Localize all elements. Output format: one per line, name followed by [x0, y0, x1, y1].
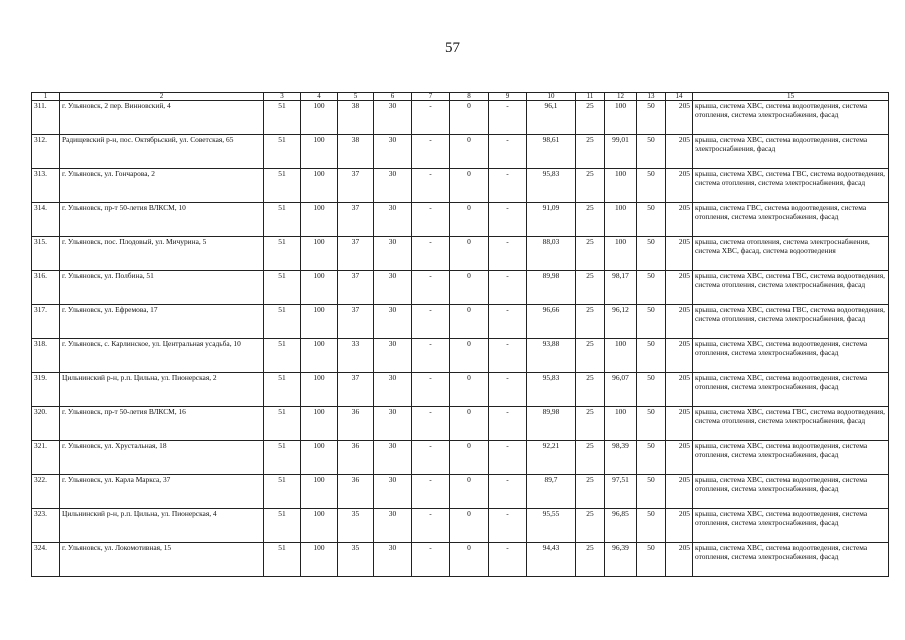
- col-10: 93,88: [527, 339, 576, 373]
- col-11: 25: [576, 475, 605, 509]
- col-13: 50: [637, 169, 666, 203]
- col-3: 51: [264, 373, 301, 407]
- row-number: 320.: [32, 407, 60, 441]
- col-12: 99,01: [605, 135, 637, 169]
- col-3: 51: [264, 135, 301, 169]
- address: г. Ульяновск, ул. Хрустальная, 18: [60, 441, 264, 475]
- col-9: -: [489, 203, 527, 237]
- column-header-3: 3: [264, 93, 301, 101]
- works-list: крыша, система ХВС, система ГВС, система водоотведения, система отопления, система электроснабжения, фасад: [693, 271, 889, 305]
- table-row: [32, 509, 889, 543]
- col-3: 51: [264, 101, 301, 135]
- col-9: -: [489, 441, 527, 475]
- col-5: 37: [338, 203, 374, 237]
- col-13: 50: [637, 373, 666, 407]
- col-7: -: [412, 441, 450, 475]
- col-8: 0: [450, 441, 489, 475]
- table-row: [32, 101, 889, 135]
- col-6: 30: [374, 203, 412, 237]
- column-header-5: 5: [338, 93, 374, 101]
- works-list: крыша, система ХВС, система водоотведения, система отопления, система электроснабжения, фасад: [693, 373, 889, 407]
- col-7: -: [412, 135, 450, 169]
- col-8: 0: [450, 373, 489, 407]
- col-5: 37: [338, 271, 374, 305]
- col-13: 50: [637, 509, 666, 543]
- col-7: -: [412, 407, 450, 441]
- col-10: 94,43: [527, 543, 576, 577]
- column-header-9: 9: [489, 93, 527, 101]
- page-number: 57: [445, 40, 460, 56]
- col-6: 30: [374, 101, 412, 135]
- address: г. Ульяновск, пр-т 50-летия ВЛКСМ, 16: [60, 407, 264, 441]
- col-3: 51: [264, 305, 301, 339]
- address: г. Ульяновск, ул. Полбина, 51: [60, 271, 264, 305]
- col-10: 89,7: [527, 475, 576, 509]
- col-4: 100: [301, 203, 338, 237]
- col-6: 30: [374, 169, 412, 203]
- col-13: 50: [637, 543, 666, 577]
- col-5: 37: [338, 373, 374, 407]
- table-row: [32, 339, 889, 373]
- column-header-12: 12: [605, 93, 637, 101]
- col-10: 95,55: [527, 509, 576, 543]
- col-10: 91,09: [527, 203, 576, 237]
- col-4: 100: [301, 305, 338, 339]
- col-7: -: [412, 237, 450, 271]
- row-number: 313.: [32, 169, 60, 203]
- col-14: 205: [666, 339, 693, 373]
- col-10: 98,61: [527, 135, 576, 169]
- col-4: 100: [301, 135, 338, 169]
- col-12: 100: [605, 407, 637, 441]
- column-header-14: 14: [666, 93, 693, 101]
- col-5: 37: [338, 237, 374, 271]
- col-7: -: [412, 339, 450, 373]
- col-6: 30: [374, 407, 412, 441]
- col-9: -: [489, 271, 527, 305]
- row-number: 317.: [32, 305, 60, 339]
- col-7: -: [412, 203, 450, 237]
- col-5: 36: [338, 475, 374, 509]
- col-5: 35: [338, 543, 374, 577]
- col-14: 205: [666, 271, 693, 305]
- column-header-15: 15: [693, 93, 889, 101]
- col-3: 51: [264, 237, 301, 271]
- table-body: [32, 93, 889, 577]
- col-12: 100: [605, 339, 637, 373]
- col-14: 205: [666, 305, 693, 339]
- col-7: -: [412, 509, 450, 543]
- col-14: 205: [666, 543, 693, 577]
- address: г. Ульяновск, ул. Гончарова, 2: [60, 169, 264, 203]
- col-3: 51: [264, 203, 301, 237]
- col-11: 25: [576, 407, 605, 441]
- col-11: 25: [576, 101, 605, 135]
- col-3: 51: [264, 509, 301, 543]
- col-7: -: [412, 305, 450, 339]
- col-13: 50: [637, 441, 666, 475]
- col-12: 98,17: [605, 271, 637, 305]
- col-10: 95,83: [527, 169, 576, 203]
- col-5: 35: [338, 509, 374, 543]
- col-10: 96,1: [527, 101, 576, 135]
- table-row: [32, 135, 889, 169]
- row-number: 311.: [32, 101, 60, 135]
- col-5: 38: [338, 135, 374, 169]
- works-list: крыша, система ХВС, система водоотведения, система электроснабжения, фасад: [693, 135, 889, 169]
- address: г. Ульяновск, ул. Локомотивная, 15: [60, 543, 264, 577]
- col-9: -: [489, 509, 527, 543]
- col-11: 25: [576, 543, 605, 577]
- col-9: -: [489, 135, 527, 169]
- col-7: -: [412, 101, 450, 135]
- col-11: 25: [576, 169, 605, 203]
- col-8: 0: [450, 135, 489, 169]
- col-12: 100: [605, 101, 637, 135]
- col-12: 96,39: [605, 543, 637, 577]
- row-number: 319.: [32, 373, 60, 407]
- col-7: -: [412, 169, 450, 203]
- col-6: 30: [374, 135, 412, 169]
- row-number: 318.: [32, 339, 60, 373]
- table-row: [32, 169, 889, 203]
- works-list: крыша, система ХВС, система ГВС, система водоотведения, система отопления, система электроснабжения, фасад: [693, 305, 889, 339]
- col-4: 100: [301, 237, 338, 271]
- address: г. Ульяновск, ул. Ефремова, 17: [60, 305, 264, 339]
- table-row: [32, 271, 889, 305]
- col-4: 100: [301, 509, 338, 543]
- address: Цильнинский р-н, р.п. Цильна, ул. Пионерская, 4: [60, 509, 264, 543]
- col-5: 37: [338, 305, 374, 339]
- col-11: 25: [576, 135, 605, 169]
- col-7: -: [412, 475, 450, 509]
- works-list: крыша, система ХВС, система ГВС, система водоотведения, система отопления, система электроснабжения, фасад: [693, 169, 889, 203]
- row-number: 321.: [32, 441, 60, 475]
- col-13: 50: [637, 135, 666, 169]
- col-4: 100: [301, 101, 338, 135]
- housing-register-table: [31, 92, 889, 577]
- table-row: [32, 441, 889, 475]
- column-header-8: 8: [450, 93, 489, 101]
- col-7: -: [412, 373, 450, 407]
- col-10: 89,98: [527, 271, 576, 305]
- col-3: 51: [264, 169, 301, 203]
- works-list: крыша, система ХВС, система ГВС, система водоотведения, система отопления, система электроснабжения, фасад: [693, 407, 889, 441]
- col-10: 96,66: [527, 305, 576, 339]
- works-list: крыша, система ГВС, система водоотведения, система отопления, система электроснабжения, фасад: [693, 203, 889, 237]
- col-11: 25: [576, 203, 605, 237]
- column-header-6: 6: [374, 93, 412, 101]
- col-3: 51: [264, 271, 301, 305]
- col-3: 51: [264, 407, 301, 441]
- col-4: 100: [301, 475, 338, 509]
- col-13: 50: [637, 407, 666, 441]
- col-12: 96,07: [605, 373, 637, 407]
- col-11: 25: [576, 237, 605, 271]
- col-13: 50: [637, 339, 666, 373]
- works-list: крыша, система ХВС, система водоотведения, система отопления, система электроснабжения, фасад: [693, 509, 889, 543]
- col-5: 37: [338, 169, 374, 203]
- col-11: 25: [576, 373, 605, 407]
- address: г. Ульяновск, 2 пер. Винновский, 4: [60, 101, 264, 135]
- col-12: 100: [605, 169, 637, 203]
- col-8: 0: [450, 203, 489, 237]
- col-9: -: [489, 101, 527, 135]
- col-5: 36: [338, 441, 374, 475]
- col-14: 205: [666, 475, 693, 509]
- works-list: крыша, система ХВС, система водоотведения, система отопления, система электроснабжения, фасад: [693, 543, 889, 577]
- col-14: 205: [666, 135, 693, 169]
- col-10: 95,83: [527, 373, 576, 407]
- col-11: 25: [576, 441, 605, 475]
- col-8: 0: [450, 509, 489, 543]
- column-header-10: 10: [527, 93, 576, 101]
- table-row: [32, 543, 889, 577]
- col-4: 100: [301, 339, 338, 373]
- col-6: 30: [374, 509, 412, 543]
- col-5: 36: [338, 407, 374, 441]
- col-8: 0: [450, 407, 489, 441]
- col-7: -: [412, 271, 450, 305]
- address: Радищевский р-н, пос. Октябрьский, ул. Советская, 65: [60, 135, 264, 169]
- column-header-2: 2: [60, 93, 264, 101]
- column-header-11: 11: [576, 93, 605, 101]
- column-header-7: 7: [412, 93, 450, 101]
- col-5: 38: [338, 101, 374, 135]
- col-13: 50: [637, 271, 666, 305]
- table-row: [32, 237, 889, 271]
- col-12: 96,85: [605, 509, 637, 543]
- col-6: 30: [374, 271, 412, 305]
- col-8: 0: [450, 543, 489, 577]
- col-6: 30: [374, 237, 412, 271]
- col-14: 205: [666, 101, 693, 135]
- col-11: 25: [576, 271, 605, 305]
- col-8: 0: [450, 305, 489, 339]
- address: Цильнинский р-н, р.п. Цильна, ул. Пионерская, 2: [60, 373, 264, 407]
- row-number: 322.: [32, 475, 60, 509]
- col-14: 205: [666, 407, 693, 441]
- row-number: 315.: [32, 237, 60, 271]
- table-row: [32, 407, 889, 441]
- col-5: 33: [338, 339, 374, 373]
- table-row: [32, 475, 889, 509]
- col-9: -: [489, 407, 527, 441]
- row-number: 314.: [32, 203, 60, 237]
- col-3: 51: [264, 441, 301, 475]
- col-4: 100: [301, 373, 338, 407]
- col-9: -: [489, 373, 527, 407]
- col-8: 0: [450, 169, 489, 203]
- col-14: 205: [666, 237, 693, 271]
- works-list: крыша, система ХВС, система водоотведения, система отопления, система электроснабжения, фасад: [693, 339, 889, 373]
- row-number: 312.: [32, 135, 60, 169]
- col-9: -: [489, 237, 527, 271]
- col-8: 0: [450, 475, 489, 509]
- table-row: [32, 373, 889, 407]
- col-9: -: [489, 169, 527, 203]
- col-12: 98,39: [605, 441, 637, 475]
- col-4: 100: [301, 407, 338, 441]
- column-header-1: 1: [32, 93, 60, 101]
- row-number: 323.: [32, 509, 60, 543]
- col-10: 89,98: [527, 407, 576, 441]
- col-6: 30: [374, 441, 412, 475]
- col-9: -: [489, 543, 527, 577]
- column-header-13: 13: [637, 93, 666, 101]
- col-6: 30: [374, 475, 412, 509]
- works-list: крыша, система ХВС, система водоотведения, система отопления, система электроснабжения, фасад: [693, 101, 889, 135]
- col-8: 0: [450, 271, 489, 305]
- col-8: 0: [450, 339, 489, 373]
- col-10: 92,21: [527, 441, 576, 475]
- col-12: 100: [605, 237, 637, 271]
- col-13: 50: [637, 203, 666, 237]
- col-14: 205: [666, 169, 693, 203]
- address: г. Ульяновск, пос. Плодовый, ул. Мичурина, 5: [60, 237, 264, 271]
- col-13: 50: [637, 475, 666, 509]
- col-9: -: [489, 475, 527, 509]
- col-14: 205: [666, 373, 693, 407]
- col-12: 97,51: [605, 475, 637, 509]
- col-6: 30: [374, 373, 412, 407]
- col-4: 100: [301, 271, 338, 305]
- works-list: крыша, система ХВС, система водоотведения, система отопления, система электроснабжения, фасад: [693, 475, 889, 509]
- col-9: -: [489, 305, 527, 339]
- col-4: 100: [301, 441, 338, 475]
- col-6: 30: [374, 543, 412, 577]
- col-3: 51: [264, 475, 301, 509]
- col-9: -: [489, 339, 527, 373]
- col-13: 50: [637, 305, 666, 339]
- col-12: 96,12: [605, 305, 637, 339]
- column-header-4: 4: [301, 93, 338, 101]
- col-10: 88,03: [527, 237, 576, 271]
- column-number-row: [32, 93, 889, 101]
- address: г. Ульяновск, ул. Карла Маркса, 37: [60, 475, 264, 509]
- col-13: 50: [637, 237, 666, 271]
- col-14: 205: [666, 441, 693, 475]
- table-row: [32, 203, 889, 237]
- col-6: 30: [374, 305, 412, 339]
- col-8: 0: [450, 101, 489, 135]
- col-11: 25: [576, 305, 605, 339]
- row-number: 316.: [32, 271, 60, 305]
- col-11: 25: [576, 339, 605, 373]
- col-6: 30: [374, 339, 412, 373]
- col-8: 0: [450, 237, 489, 271]
- table-row: [32, 305, 889, 339]
- col-4: 100: [301, 543, 338, 577]
- row-number: 324.: [32, 543, 60, 577]
- col-7: -: [412, 543, 450, 577]
- col-12: 100: [605, 203, 637, 237]
- address: г. Ульяновск, пр-т 50-летия ВЛКСМ, 10: [60, 203, 264, 237]
- works-list: крыша, система отопления, система электроснабжения, система ХВС, фасад, система водоотведения: [693, 237, 889, 271]
- col-3: 51: [264, 339, 301, 373]
- col-3: 51: [264, 543, 301, 577]
- address: г. Ульяновск, с. Карлинское, ул. Центральная усадьба, 10: [60, 339, 264, 373]
- col-11: 25: [576, 509, 605, 543]
- col-13: 50: [637, 101, 666, 135]
- works-list: крыша, система ХВС, система водоотведения, система отопления, система электроснабжения, фасад: [693, 441, 889, 475]
- col-4: 100: [301, 169, 338, 203]
- col-14: 205: [666, 509, 693, 543]
- col-14: 205: [666, 203, 693, 237]
